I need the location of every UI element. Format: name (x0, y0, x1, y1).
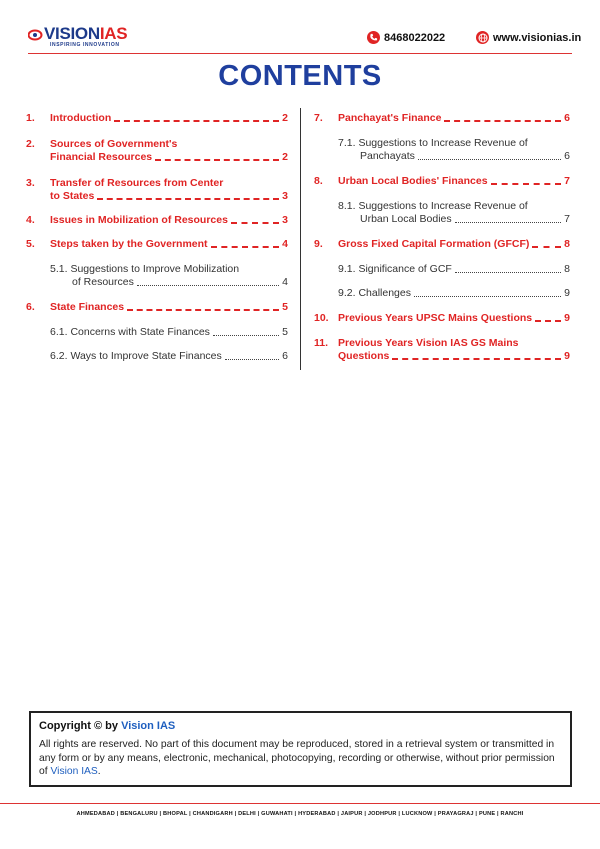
website-url: www.visionias.in (493, 31, 582, 44)
logo-tagline: INSPIRING INNOVATION (50, 42, 120, 48)
leader-dots (211, 238, 280, 248)
copyright-body: All rights are reserved. No part of this document may be reproduced, stored in a retrieval system or transmitted in any form or by any means, electronic, mechanical, photocopying, recording or otherwise, without prior permission of Vision IAS. (39, 739, 555, 777)
toc-number: 11. (314, 337, 329, 349)
toc-number: 9. (314, 238, 323, 250)
toc-label: Significance of GCF (358, 263, 452, 275)
leader-dots (114, 112, 279, 122)
toc-number: 10. (314, 312, 329, 324)
globe-icon (476, 31, 489, 44)
toc-page: 7 (564, 175, 570, 187)
contact-phone[interactable] (367, 31, 445, 44)
leader-dots (225, 351, 279, 360)
toc-label: of Resources (72, 276, 134, 288)
leader-dots (414, 288, 561, 297)
copyright-brand-link: Vision IAS (50, 766, 98, 777)
toc-label: Questions (338, 350, 390, 362)
toc-page: 3 (282, 214, 288, 226)
leader-dots (418, 151, 561, 160)
toc-number: 2. (26, 138, 35, 150)
footer-divider (0, 803, 600, 804)
toc-page: 9 (564, 350, 570, 362)
logo-wordmark: VISIONIAS (44, 24, 128, 43)
toc-page: 9 (564, 287, 570, 299)
column-divider (300, 108, 301, 370)
toc-label: Suggestions to Improve Mobilization (70, 263, 240, 275)
toc-label: to States (50, 190, 95, 202)
toc-label: Financial Resources (50, 151, 153, 163)
toc-label: Transfer of Resources from Center (50, 177, 224, 189)
leader-dots (231, 214, 279, 224)
toc-label: Urban Local Bodies' Finances (338, 175, 488, 187)
leader-dots (455, 264, 561, 273)
toc-page: 8 (564, 238, 570, 250)
leader-dots (97, 190, 279, 200)
leader-dots (491, 175, 562, 185)
toc-label: Ways to Improve State Finances (70, 350, 222, 362)
logo-swoosh-icon (28, 29, 43, 41)
toc-label: Steps taken by the Government (50, 238, 208, 250)
toc-label: Panchayat's Finance (338, 112, 442, 124)
toc-number: 6.2. (50, 350, 68, 362)
toc-number: 4. (26, 214, 35, 226)
vision-ias-logo (28, 24, 148, 50)
toc-page: 9 (564, 312, 570, 324)
phone-icon (367, 31, 380, 44)
toc-page: 5 (282, 301, 288, 313)
toc-label: Sources of Government's (50, 138, 178, 150)
header-divider (28, 53, 572, 54)
toc-number: 3. (26, 177, 35, 189)
toc-label: Introduction (50, 112, 112, 124)
leader-dots (137, 277, 279, 286)
toc-page: 5 (282, 326, 288, 338)
toc-page: 8 (564, 263, 570, 275)
toc-label: Urban Local Bodies (360, 213, 452, 225)
leader-dots (444, 112, 561, 122)
toc-page: 7 (564, 213, 570, 225)
toc-page: 6 (564, 150, 570, 162)
toc-number: 9.1. (338, 263, 356, 275)
toc-label: Concerns with State Finances (70, 326, 210, 338)
toc-label: Suggestions to Increase Revenue of (358, 200, 528, 212)
toc-page: 6 (564, 112, 570, 124)
toc-page: 4 (282, 238, 288, 250)
toc-number: 8. (314, 175, 323, 187)
leader-dots (535, 312, 561, 322)
toc-page: 3 (282, 190, 288, 202)
toc-number: 6. (26, 301, 35, 313)
footer-city-list: AHMEDABAD | BENGALURU | BHOPAL | CHANDIGARH | DELHI | GUWAHATI | HYDERABAD | JAIPUR | JODHPUR | LUCKNOW | PRAYAGRAJ | PUNE | RANCHI (76, 811, 524, 817)
toc-label: Issues in Mobilization of Resources (50, 214, 228, 226)
toc-page: 4 (282, 276, 288, 288)
toc-page: 2 (282, 112, 288, 124)
toc-label: Panchayats (360, 150, 415, 162)
copyright-title: Copyright © by Vision IAS (39, 720, 176, 732)
copyright-box (29, 711, 572, 787)
contact-website[interactable] (476, 31, 581, 44)
toc-label: Suggestions to Increase Revenue of (358, 137, 528, 149)
leader-dots (532, 238, 561, 248)
leader-dots (392, 350, 561, 360)
toc-label: Previous Years UPSC Mains Questions (338, 312, 533, 324)
toc-number: 9.2. (338, 287, 356, 299)
toc-number: 5. (26, 238, 35, 250)
toc-label: Challenges (358, 287, 411, 299)
leader-dots (455, 214, 562, 223)
toc-number: 5.1. (50, 263, 68, 275)
toc-number: 7.1. (338, 137, 356, 149)
toc-label: Previous Years Vision IAS GS Mains (338, 337, 519, 349)
phone-number: 8468022022 (384, 31, 446, 44)
toc-page: 6 (282, 350, 288, 362)
toc-number: 8.1. (338, 200, 356, 212)
toc-label: State Finances (50, 301, 125, 313)
page-title: CONTENTS (218, 60, 382, 92)
toc-number: 7. (314, 112, 323, 124)
leader-dots (213, 327, 279, 336)
toc-number: 6.1. (50, 326, 68, 338)
toc-page: 2 (282, 151, 288, 163)
toc-number: 1. (26, 112, 35, 124)
leader-dots (127, 301, 279, 311)
toc-label: Gross Fixed Capital Formation (GFCF) (338, 238, 530, 250)
leader-dots (155, 151, 279, 161)
